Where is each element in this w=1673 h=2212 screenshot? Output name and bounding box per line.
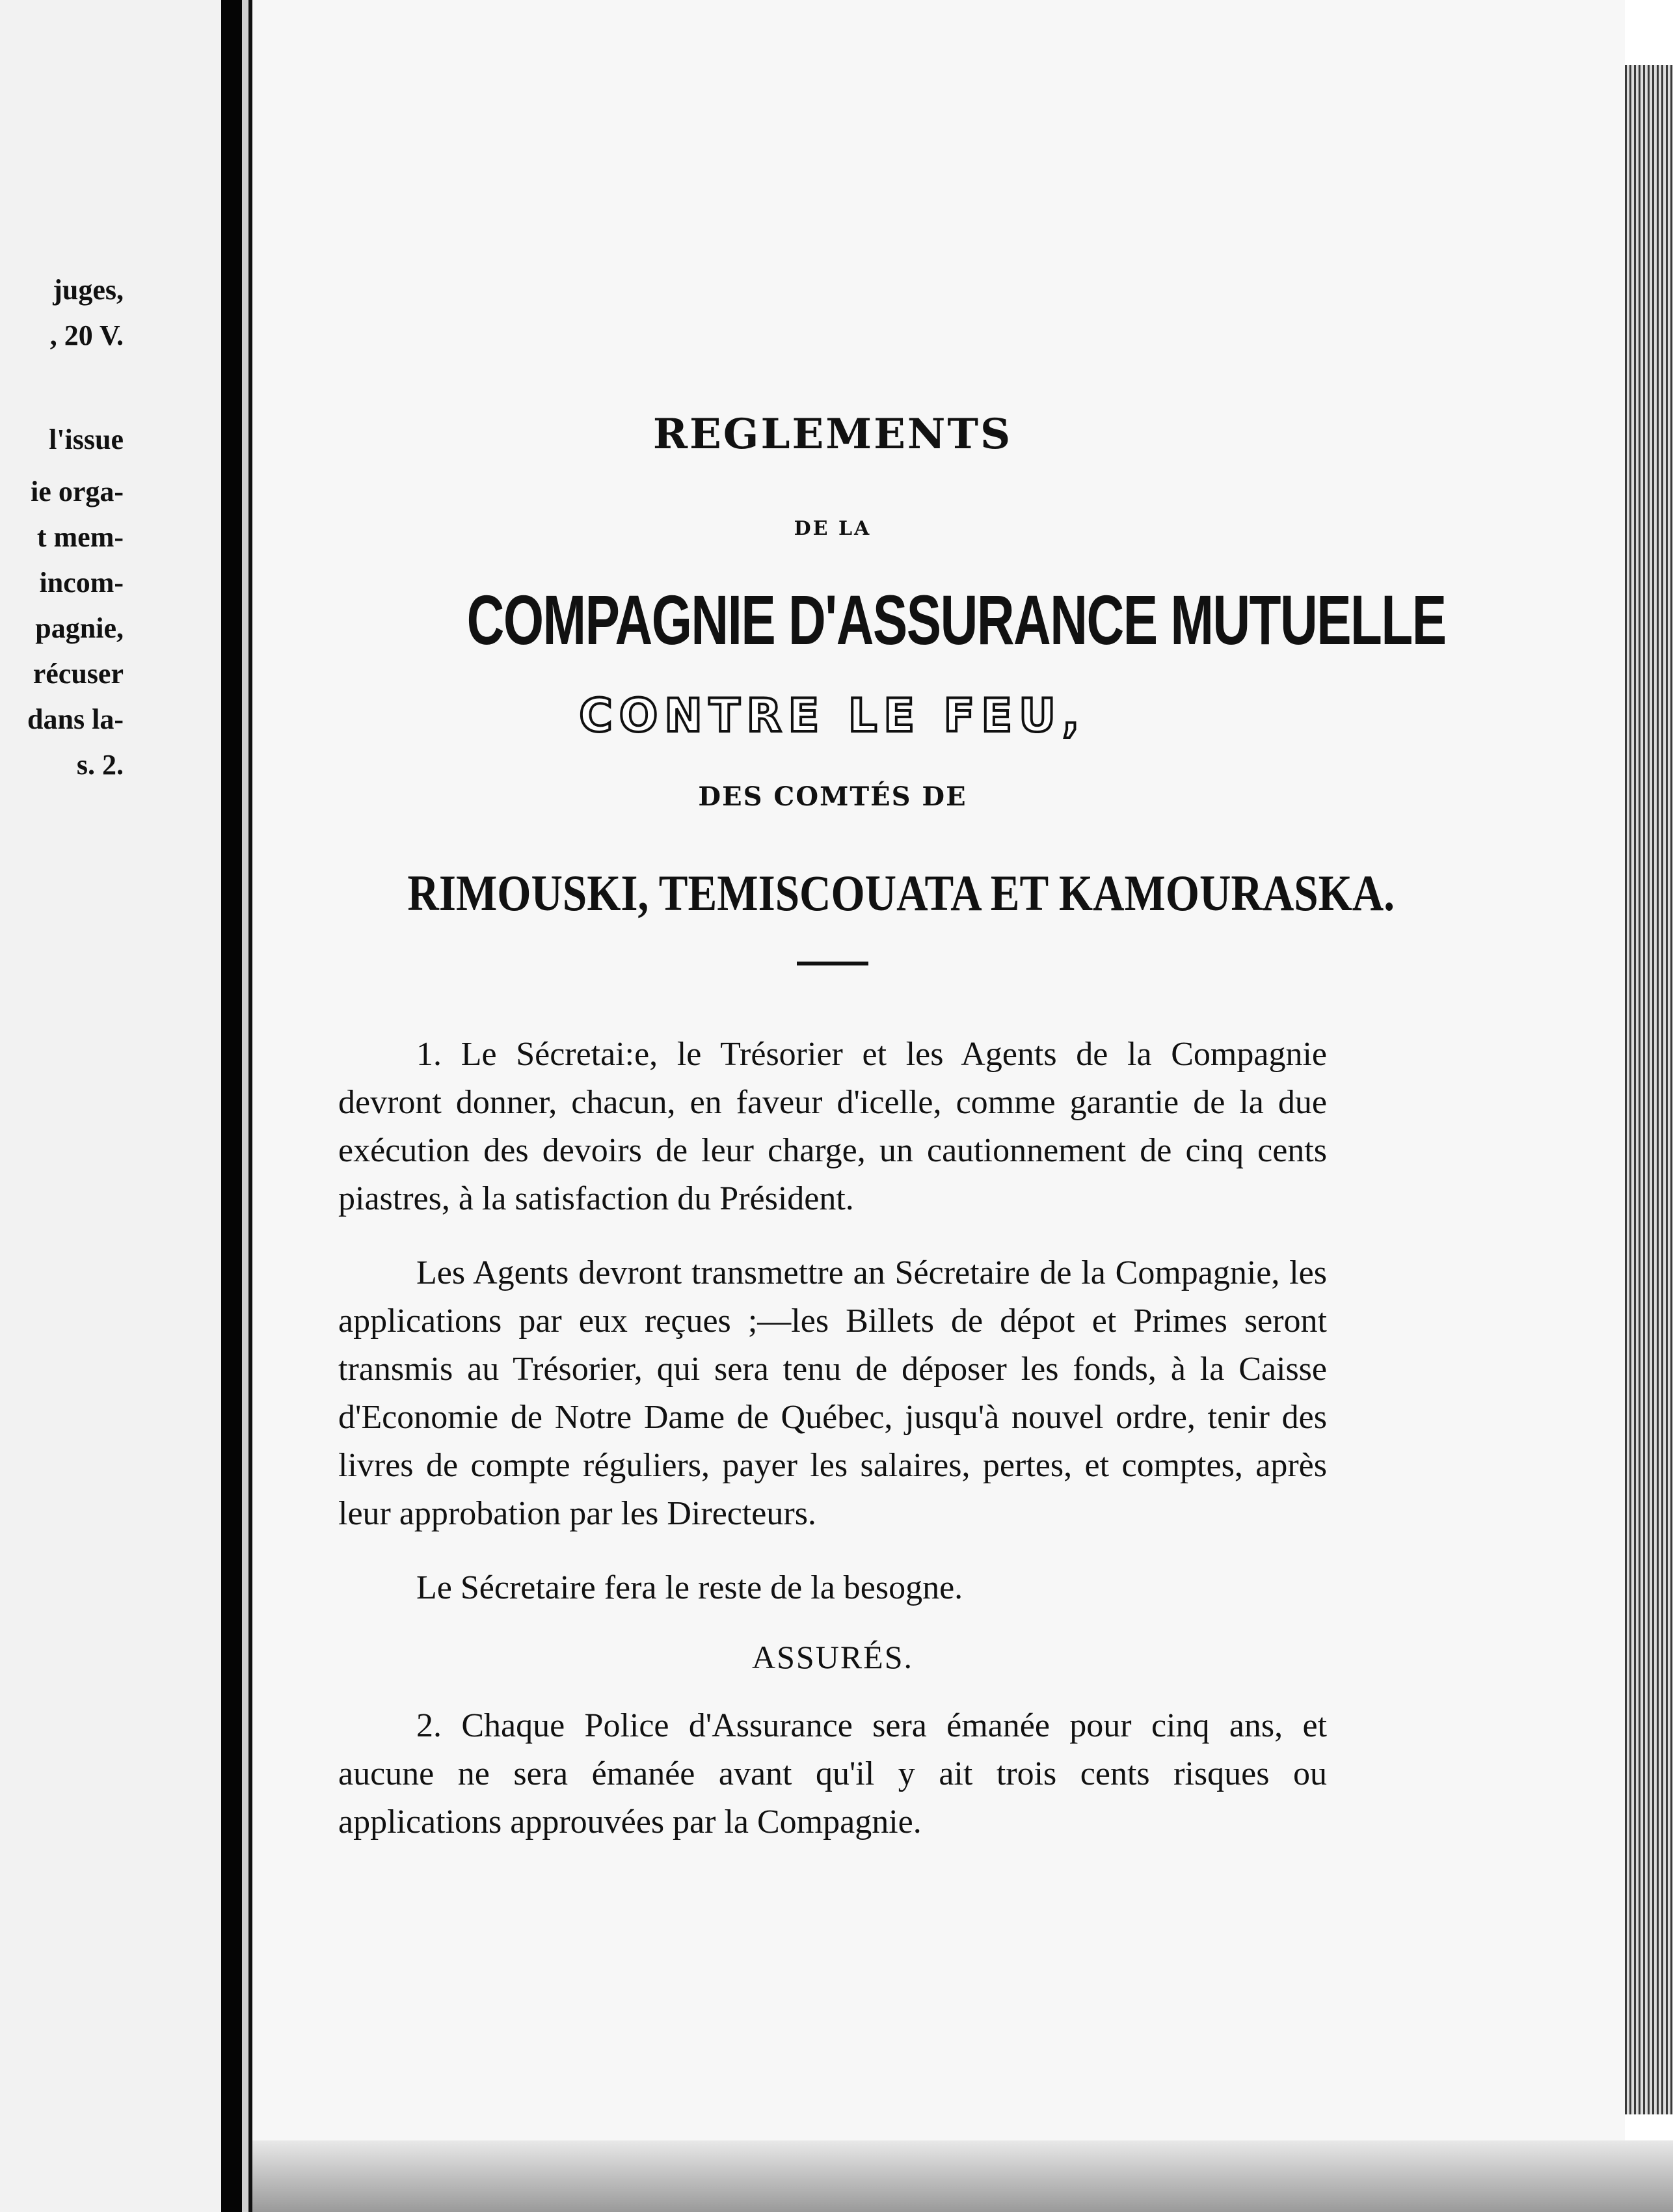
left-page: [0, 0, 221, 2212]
left-page-text-column: [0, 0, 221, 2212]
paragraph-2: Les Agents devront transmettre an Sécretaire de la Compagnie, les applications par eux reçues ;—les Billets de dépot et Primes seront transmis au Trésorier, qui sera tenu de déposer les fonds, à la Caisse d'Economie de Notre Dame de Québec, jusqu'à nouvel ordre, tenir des livres de compte réguliers, payer les salaires, pertes, et comptes, après leur approbation par les Directeurs.: [338, 1254, 1327, 1532]
divider-rule: [797, 962, 868, 965]
paragraph-1: 1. Le Sécretai:e, le Trésorier et les Agents de la Compagnie devront donner, chacun, en faveur d'icelle, comme garantie de la due exécution des devoirs de leur charge, un cautionnement de cinq cents piastres, à la satisfaction du Président.: [338, 1036, 1327, 1217]
left-page-line: récuser: [33, 658, 124, 690]
counties-label: DES COMTÉS DE: [698, 781, 967, 812]
left-page-line: dans la-: [27, 703, 124, 735]
section-heading-assures: ASSURÉS.: [751, 1639, 914, 1675]
page-edges: [1625, 65, 1673, 2114]
left-page-line: , 20 V.: [49, 319, 124, 351]
spine-gap: [242, 0, 248, 2212]
left-page-line: juges,: [53, 274, 124, 306]
book-spine: [221, 0, 242, 2212]
against-fire-heading: CONTRE LE FEU,: [579, 689, 1086, 742]
left-page-line: ie orga-: [31, 476, 124, 507]
paragraph-3: Le Sécretaire fera le reste de la besogne.: [416, 1569, 963, 1606]
left-page-line: t mem-: [36, 521, 124, 553]
bottom-shadow: [252, 2140, 1673, 2212]
document-subtitle-de: DE LA: [794, 517, 872, 540]
section-paragraph-2: 2. Chaque Police d'Assurance sera émanée pour cinq ans, et aucune ne sera émanée avant qu'il y ait trois cents risques ou applications approuvées par la Compagnie.: [338, 1707, 1327, 1841]
company-name: COMPAGNIE D'ASSURANCE MUTUELLE: [466, 580, 1446, 659]
document-content: [338, 410, 1446, 1872]
left-page-line: l'issue: [49, 424, 124, 455]
left-page-line: incom-: [39, 567, 124, 599]
document-title: REGLEMENTS: [652, 410, 1013, 459]
counties-heading: RIMOUSKI, TEMISCOUATA ET KAMOURASKA.: [407, 865, 1395, 921]
left-page-line: s. 2.: [76, 749, 124, 781]
left-page-line: pagnie,: [35, 612, 124, 644]
